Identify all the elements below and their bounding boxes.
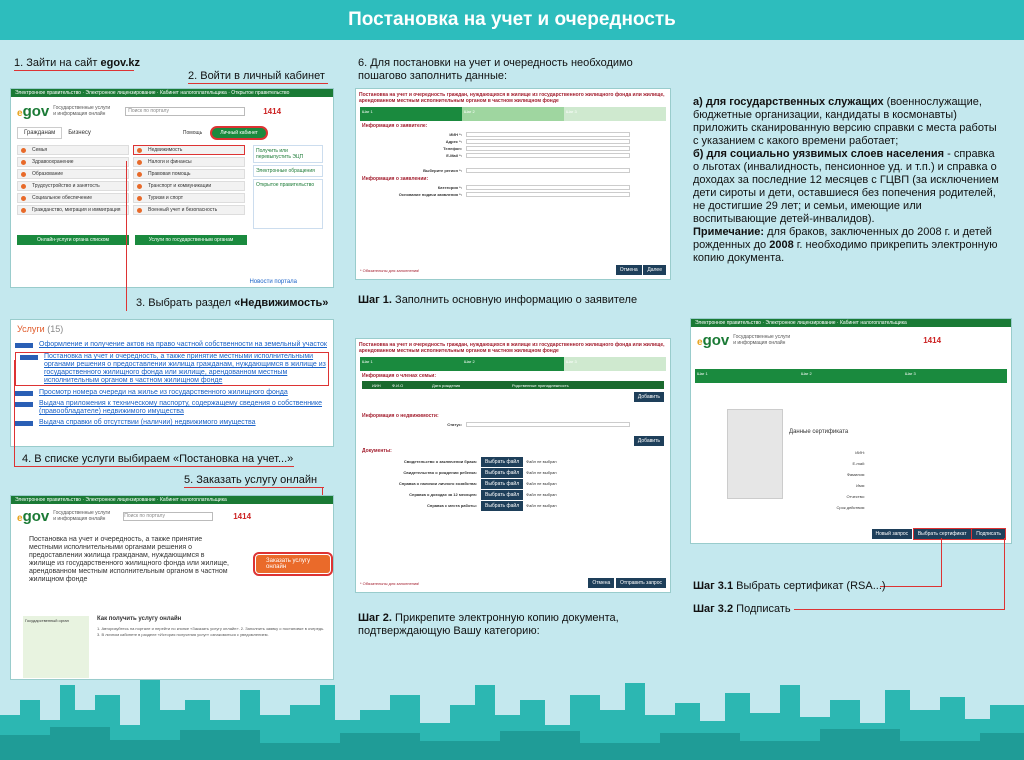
category-info: а) для государственных служащих (военнослужащие, бюджетные организации, кандидаты в космонавты) приложить сканированную версию справки с места работы с указанием с какого времени работает; б) для социально уязвимых слоев населения - справка о льготах (инвалидность, пенсионное уд. и т.п.) и справка о доходах за последние 12 месяцев с ГЦВП (за исключением дети сироты и дети, оставшиеся без попечения родителей, не достигшие 29 лет; и семьи, имеющие или воспитывающие детей-инвалидов). Примечание: для браков, заключенных до 2008 г. и детей рожденных до 2008 г. необходимо прикрепить электронную копию документа. xyxy=(693,96,999,264)
iin-field[interactable] xyxy=(466,132,630,137)
service-item-selected[interactable]: Постановка на учет и очередность, а также принятие местными исполнительными органами решения о предоставлении жилища гражданам, нуждающимся в жилище из государственного жилищного фонда или жилище, арендованном местным исполнительным органом в частном жилищном фонде xyxy=(15,352,329,386)
form-step1-screenshot: Постановка на учет и очередность граждан, нуждающихся в жилище из государственного жилищного фонда или жилище, арендованном местным исполнительным органом в частном жилищном фонде Шаг 1 Шаг 2 Шаг 3 Информация о заявителе: ИИН *: Адрес *: Телефон: E-Mail *: Выберите регион *: Информация о заявлении: Категория *: Основание подачи заявления *: * Обязательны для заполнения! Отмена Далее xyxy=(355,88,671,280)
category-taxes[interactable]: Налоги и финансы xyxy=(133,157,245,167)
gov-services-button[interactable]: Услуги по государственным органам xyxy=(135,235,247,245)
service-item[interactable]: Просмотр номера очереди на жилье из государственного жилищного фонда xyxy=(11,389,333,397)
order-screenshot: Электронное правительство · Электронное лицензирование · Кабинет налогоплательщика egov Государственные услуги и информация онлайн Поиск по порталу 1414 Постановка на учет и очередность, а также принятие местными исполнительными органами решения о предоставлении жилища гражданам, нуждающимся в жилище из государственного жилищного фонда или жилище, арендованном местным исполнительным органом в частном жилищном фонде Заказать услугу онлайн Государственный орган Как получить услугу онлайн 1. Авторизуйтесь на портале и перейти по кнопке «Заказать услугу онлайн». 2. Заполнить заявку о постановке в очередь. 3. В личном кабинете в разделе «История получения услуг» ознакомиться с уведомлением. xyxy=(10,495,334,680)
tab-business[interactable]: Бизнесу xyxy=(68,130,91,136)
statement-section: Информация о заявлении: xyxy=(362,176,429,182)
cabinet-button[interactable]: Личный кабинет xyxy=(210,126,268,140)
service-item[interactable]: Оформление и получение актов на право частной собственности на земельный участок xyxy=(11,341,333,349)
sign-button[interactable]: Подписать xyxy=(972,529,1005,539)
egov-logo: egov xyxy=(17,102,50,120)
category-citizenship[interactable]: Гражданство, миграция и иммиграция xyxy=(17,205,129,215)
category-education[interactable]: Образование xyxy=(17,169,129,179)
city-skyline xyxy=(0,655,1024,760)
shag2-caption: Шаг 2. Прикрепите электронную копию документа, подтверждающую Вашу категорию: xyxy=(358,612,619,637)
search-input[interactable]: Поиск по порталу xyxy=(125,107,245,116)
category-health[interactable]: Здравоохранение xyxy=(17,157,129,167)
docs-section: Документы: xyxy=(362,448,392,454)
step-4-caption: 4. В списке услуги выбираем «Постановка на учет...» xyxy=(22,453,294,465)
form-title: Постановка на учет и очередность граждан, нуждающихся в жилище из государственного жилищного фонда или жилище, арендованном местным исполнительным органом в частном жилищном фонде xyxy=(359,92,665,104)
service-description: Постановка на учет и очередность, а также принятие местными исполнительными органами решения о предоставлении жилища гражданам, нуждающимся в жилище из государственного жилищного фонда или жилище, арендованном местным исполнительным органом в частном жилищном фонде xyxy=(29,536,229,583)
step-3-caption: 3. Выбрать раздел «Недвижимость» xyxy=(136,297,329,309)
shag32-caption: Шаг 3.2 Подписать xyxy=(693,603,791,615)
category-transport[interactable]: Транспорт и коммуникации xyxy=(133,181,245,191)
basis-select[interactable] xyxy=(466,192,630,197)
region-select[interactable] xyxy=(466,168,630,173)
step-tab-1: Шаг 1 xyxy=(360,107,462,121)
phone-field[interactable] xyxy=(466,146,630,151)
status-field[interactable] xyxy=(466,422,630,427)
cancel-button[interactable]: Отмена xyxy=(616,265,642,275)
pick-file-button[interactable]: Выбрать файл xyxy=(481,468,523,478)
step-tab-3: Шаг 3 xyxy=(564,107,666,121)
shag1-caption: Шаг 1. Заполнить основную информацию о заявителе xyxy=(358,294,638,306)
service-item[interactable]: Выдача справки об отсутствии (наличии) недвижимого имущества xyxy=(11,419,333,427)
pick-file-button[interactable]: Выбрать файл xyxy=(481,457,523,467)
page-title: Постановка на учет и очередность xyxy=(348,9,676,30)
category-employment[interactable]: Трудоустройство и занятость xyxy=(17,181,129,191)
how-to-get: Как получить услугу онлайн xyxy=(97,616,182,622)
pick-file-button[interactable]: Выбрать файл xyxy=(481,479,523,489)
pick-file-button[interactable]: Выбрать файл xyxy=(481,501,523,511)
category-select[interactable] xyxy=(466,185,630,190)
online-list-button[interactable]: Онлайн-услуги органа списком xyxy=(17,235,129,245)
email-field[interactable] xyxy=(466,153,630,158)
select-cert-button[interactable]: Выбрать сертификат xyxy=(914,529,971,539)
pick-file-button[interactable]: Выбрать файл xyxy=(481,490,523,500)
applicant-section: Информация о заявителе: xyxy=(362,123,428,129)
category-family[interactable]: Семья xyxy=(17,145,129,155)
cert-screenshot: Электронное правительство · Электронное лицензирование · Кабинет налогоплательщика egov Государственные услуги и информация онлайн 1414 Шаг 1 Шаг 2 Шаг 3 Данные сертификата ИИН: E-mail: Фамилия: Имя: Отчество: Срок действия: Новый запрос Выбрать сертификат Подписать xyxy=(690,318,1012,544)
gov-sidebar: Государственный орган xyxy=(23,616,89,678)
step-tab-2: Шаг 2 xyxy=(462,107,564,121)
category-social[interactable]: Социальное обеспечение xyxy=(17,193,129,203)
services-header: Услуги (15) xyxy=(17,324,64,334)
category-tourism[interactable]: Туризм и спорт xyxy=(133,193,245,203)
tab-citizens[interactable]: Гражданам xyxy=(17,127,62,139)
side-appeals[interactable]: Электронные обращения xyxy=(253,165,323,177)
page-header xyxy=(0,0,1024,40)
realty-section: Информация о недвижимости: xyxy=(362,413,439,419)
form-step2-screenshot: Постановка на учет и очередность граждан, нуждающихся в жилище из государственного жилищного фонда или жилище, арендованном местным исполнительным органом в частном жилищном фонде Шаг 1 Шаг 2 Шаг 3 Информация о членах семьи: ИИН Ф.И.О Дата рождения Родственные принадлежность Добавить Информация о недвижимости: Статус: Добавить Документы: Свидетельство о заключении брака: Выбрать файл Файл не выбран Свидетельство о рождении ребенка: Выбрать файл Файл не выбран Справка о наличии личного хозяйства: Выбрать файл Файл не выбран Справка о доходах за 12 месяцев: Выбрать файл Файл не выбран Справка с места работы: Выбрать файл Файл не выбран * Обязательны для заполнения! Отмена Отправить запрос xyxy=(355,338,671,593)
step-1-caption: 1. Зайти на сайт egov.kz xyxy=(14,57,141,69)
service-item[interactable]: Выдача приложения к техническому паспорту, содержащему сведения о собственнике (правообладателе) недвижимого имущества xyxy=(11,400,333,416)
side-ecp[interactable]: Получить или перевыпустить ЭЦП xyxy=(253,145,323,163)
family-section: Информация о членах семьи: xyxy=(362,373,437,379)
order-online-button[interactable]: Заказать услугу онлайн xyxy=(256,555,330,573)
news-link[interactable]: Новости портала xyxy=(249,279,297,285)
shag31-caption: Шаг 3.1 Выбрать сертификат (RSA...) xyxy=(693,580,886,592)
new-request-button[interactable]: Новый запрос xyxy=(872,529,913,539)
step-5-caption: 5. Заказать услугу онлайн xyxy=(184,474,318,486)
category-realty[interactable]: Недвижимость xyxy=(133,145,245,155)
portal-screenshot: Электронное правительство · Электронное лицензирование · Кабинет налогоплательщика · Открытое правительство egov Государственные услуги и информация онлайн Поиск по порталу 1414 Гражданам Бизнесу Помощь Личный кабинет Семья Здравоохранение Образование Трудоустройство и занятость Социальное обеспечение Гражданство, миграция и иммиграция Недвижимость Налоги и финансы Правовая помощь Транспорт и коммуникации Туризм и спорт Военный учет и безопасность Получить или перевыпустить ЭЦП Электронные обращения Открытое правительство Онлайн-услуги органа списком Услуги по государственным органам Новости портала xyxy=(10,88,334,288)
address-field[interactable] xyxy=(466,139,630,144)
send-request-button[interactable]: Отправить запрос xyxy=(616,578,666,588)
help-link[interactable]: Помощь xyxy=(182,130,203,136)
step-6-caption: 6. Для постановки на учет и очередность необходимо пошагово заполнить данные: xyxy=(358,57,633,82)
add-family-button[interactable]: Добавить xyxy=(634,392,664,402)
next-button[interactable]: Далее xyxy=(643,265,666,275)
services-screenshot xyxy=(10,319,334,447)
cert-title: Данные сертификата xyxy=(789,429,849,435)
side-open-gov[interactable]: Открытое правительство xyxy=(253,179,323,229)
category-military[interactable]: Военный учет и безопасность xyxy=(133,205,245,215)
certificate-icon xyxy=(727,409,783,499)
step-2-caption: 2. Войти в личный кабинет xyxy=(188,70,325,82)
category-legal[interactable]: Правовая помощь xyxy=(133,169,245,179)
